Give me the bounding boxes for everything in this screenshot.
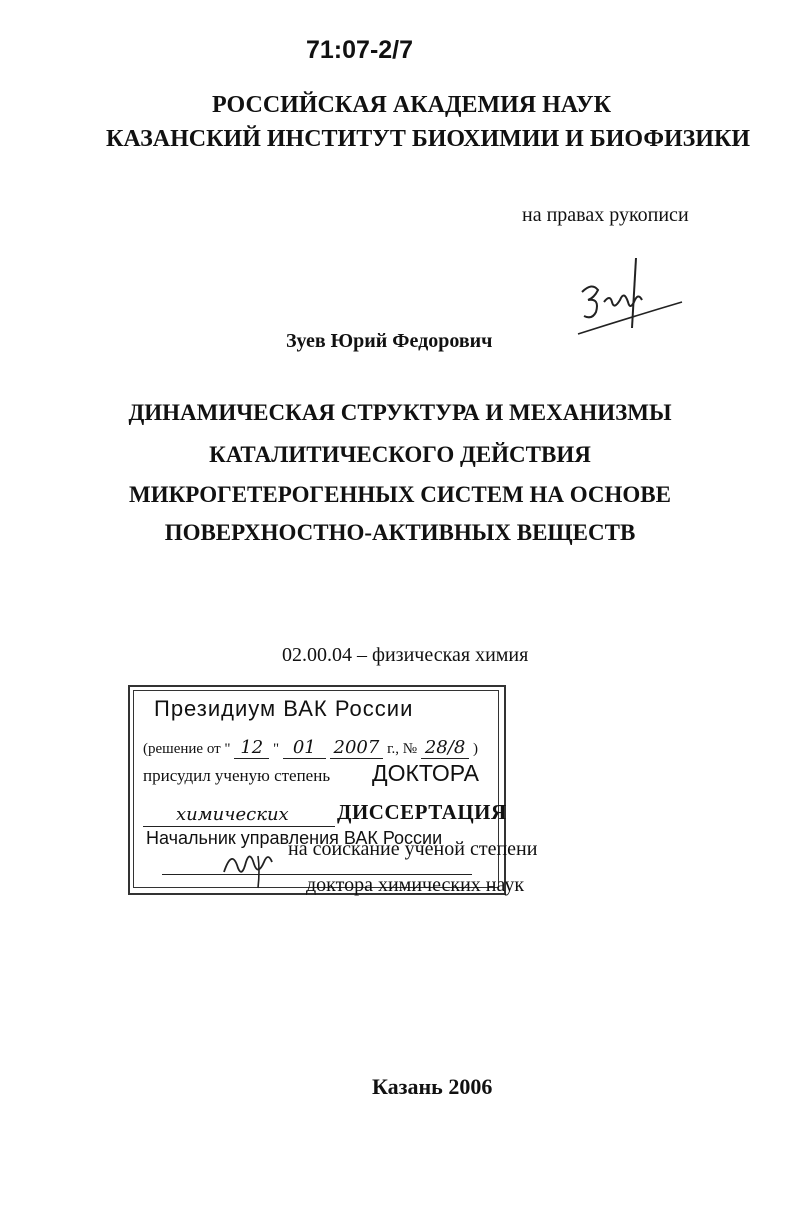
title-line-2: КАТАЛИТИЧЕСКОГО ДЕЙСТВИЯ: [209, 442, 591, 467]
stamp-decision-line: (решение от " 12 " 01 2007 г., № 28/8 ): [143, 737, 479, 758]
stamp-awarded-text: присудил ученую степень: [143, 766, 331, 785]
title-line-3: МИКРОГЕТЕРОГЕННЫХ СИСТЕМ НА ОСНОВЕ: [129, 482, 671, 507]
degree-seek-line-2: доктора химических наук: [306, 874, 525, 896]
stamp-degree-field: химических: [176, 804, 289, 825]
stamp-degree-level: ДОКТОРА: [372, 760, 479, 786]
stamp-decision-year: 2007: [330, 737, 384, 759]
stamp-header: Президиум ВАК России: [154, 696, 414, 721]
udc-code: 71:07-2/7: [306, 36, 414, 64]
stamp-dissertation-label: ДИССЕРТАЦИЯ: [337, 800, 507, 824]
organization-line-1: РОССИЙСКАЯ АКАДЕМИЯ НАУК: [212, 92, 612, 118]
organization-line-2: КАЗАНСКИЙ ИНСТИТУТ БИОХИМИИ И БИОФИЗИКИ: [106, 126, 751, 152]
author-name: Зуев Юрий Федорович: [286, 330, 493, 352]
stamp-decision-prefix: (решение от ": [143, 741, 231, 757]
stamp-field-underline: [143, 826, 335, 827]
stamp-decision-number: 28/8: [421, 737, 469, 759]
stamp-decision-day: 12: [234, 737, 269, 759]
title-line-1: ДИНАМИЧЕСКАЯ СТРУКТУРА И МЕХАНИЗМЫ: [128, 400, 672, 425]
title-line-4: ПОВЕРХНОСТНО-АКТИВНЫХ ВЕЩЕСТВ: [164, 520, 636, 545]
stamp-signatory: Начальник управления ВАК России: [146, 828, 443, 848]
specialty: 02.00.04 – физическая химия: [282, 644, 529, 666]
place-year: Казань 2006: [372, 1074, 493, 1099]
author-signature-icon: [574, 252, 684, 342]
stamp-decision-number-prefix: г., №: [387, 741, 418, 757]
rights-note: на правах рукописи: [522, 204, 689, 226]
stamp-decision-month: 01: [283, 737, 326, 759]
stamp-signature-icon: [218, 836, 288, 892]
degree-seek-line-1: на соискание ученой степени: [288, 838, 538, 860]
